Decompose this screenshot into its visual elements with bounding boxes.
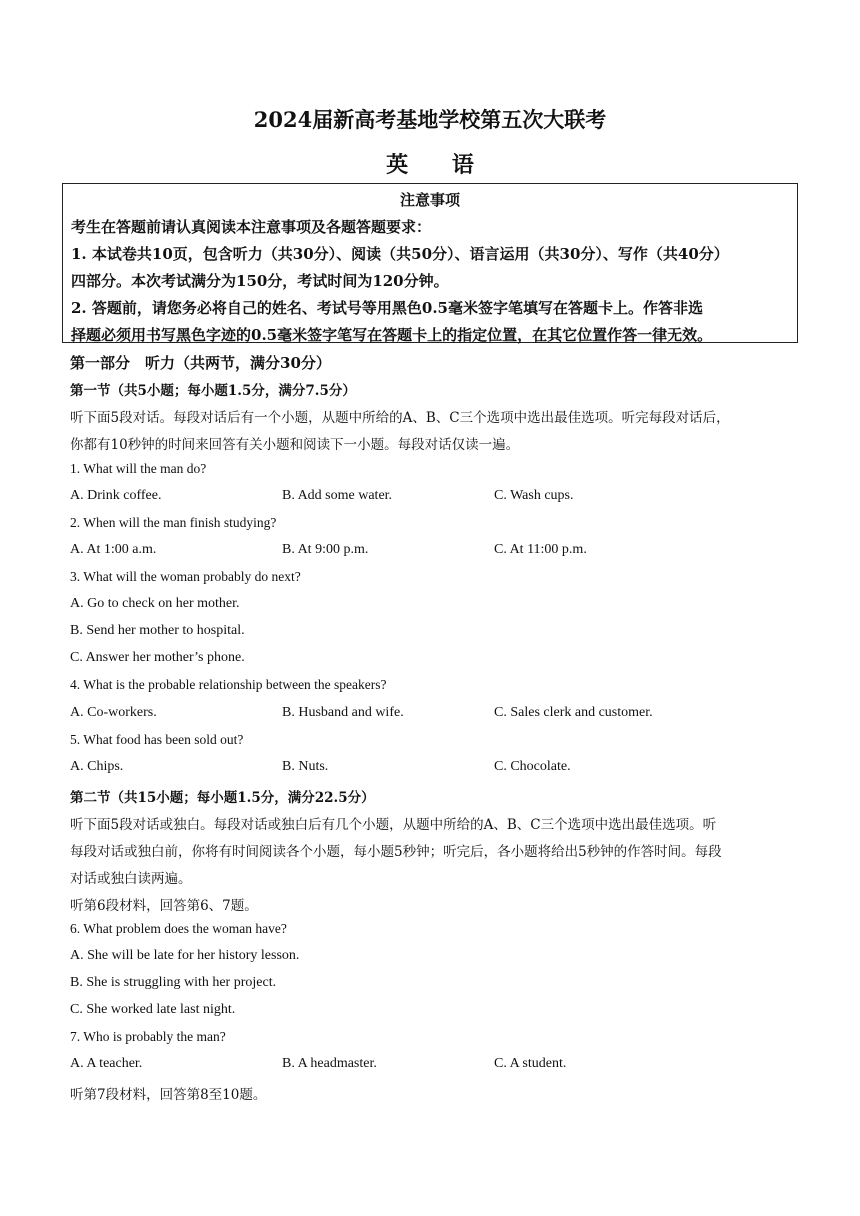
exam-title: 2024届新高考基地学校第五次大联考 (253, 107, 607, 132)
notice-item-2-line-1: 2. 答题前，请您务必将自己的姓名、考试号等用黑色0.5毫米签字笔填写在答题卡上。作答非选 (71, 299, 703, 317)
question-5-option-a: A. Chips. (70, 759, 124, 774)
section1-title: 第一节（共5小题；每小题1.5分，满分7.5分） (70, 383, 356, 399)
question-5: 5. What food has been sold out? (70, 732, 244, 747)
notice-heading: 注意事项 (399, 191, 460, 209)
question-2-option-a: A. At 1:00 a.m. (70, 542, 157, 557)
question-7: 7. Who is probably the man? (70, 1029, 226, 1044)
part1-title: 第一部分 听力（共两节，满分30分） (70, 354, 331, 372)
question-4-option-b: B. Husband and wife. (282, 705, 404, 720)
notice-item-2-line-2: 择题必须用书写黑色字迹的0.5毫米签字笔写在答题卡上的指定位置，在其它位置作答一律无效。 (71, 326, 713, 344)
question-1-option-b: B. Add some water. (282, 488, 393, 503)
question-7-option-b: B. A headmaster. (282, 1056, 377, 1071)
section2-instructions-line-3: 对话或独白读两遍。 (70, 871, 192, 887)
question-7-option-a: A. A teacher. (70, 1056, 143, 1071)
question-4-option-c: C. Sales clerk and customer. (494, 705, 653, 720)
question-2: 2. When will the man finish studying? (70, 515, 277, 530)
question-5-option-b: B. Nuts. (282, 759, 329, 774)
question-7-option-c: C. A student. (494, 1056, 567, 1071)
question-1-option-a: A. Drink coffee. (70, 488, 162, 503)
notice-item-1-line-2: 四部分。本次考试满分为150分，考试时间为120分钟。 (71, 272, 449, 290)
question-1: 1. What will the man do? (70, 461, 207, 476)
question-2-option-c: C. At 11:00 p.m. (494, 542, 587, 557)
question-3-option-c: C. Answer her mother’s phone. (70, 650, 245, 665)
material-6-heading: 听第6段材料，回答第6、7题。 (70, 898, 258, 914)
question-4: 4. What is the probable relationship between the speakers? (70, 677, 387, 692)
question-6-option-c: C. She worked late last night. (70, 1002, 236, 1017)
question-5-option-c: C. Chocolate. (494, 759, 571, 774)
notice-intro: 考生在答题前请认真阅读本注意事项及各题答题要求： (71, 218, 432, 236)
section1-instructions-line-1: 听下面5段对话。每段对话后有一个小题，从题中所给的A、B、C三个选项中选出最佳选项。听完每段对话后， (70, 410, 730, 426)
question-6-option-b: B. She is struggling with her project. (70, 975, 277, 990)
question-6: 6. What problem does the woman have? (70, 921, 287, 936)
question-2-option-b: B. At 9:00 p.m. (282, 542, 369, 557)
subject-title: 英 语 (386, 152, 492, 178)
notice-box (62, 183, 798, 343)
question-3-option-b: B. Send her mother to hospital. (70, 623, 245, 638)
section2-instructions-line-2: 每段对话或独白前，你将有时间阅读各个小题，每小题5秒钟；听完后，各小题将给出5秒钟的作答时间。每段 (70, 844, 722, 860)
question-6-option-a: A. She will be late for her history lesson. (70, 948, 300, 963)
question-3: 3. What will the woman probably do next? (70, 569, 301, 584)
section1-instructions-line-2: 你都有10秒钟的时间来回答有关小题和阅读下一小题。每段对话仅读一遍。 (70, 437, 520, 453)
section2-title: 第二节（共15小题；每小题1.5分，满分22.5分） (70, 790, 375, 806)
question-3-option-a: A. Go to check on her mother. (70, 596, 240, 611)
material-7-heading: 听第7段材料，回答第8至10题。 (70, 1087, 267, 1103)
question-4-option-a: A. Co-workers. (70, 705, 157, 720)
question-1-option-c: C. Wash cups. (494, 488, 574, 503)
notice-item-1-line-1: 1. 本试卷共10页，包含听力（共30分）、阅读（共50分）、语言运用（共30分）、写作（共40分） (71, 245, 729, 263)
section2-instructions-line-1: 听下面5段对话或独白。每段对话或独白后有几个小题，从题中所给的A、B、C三个选项中选出最佳选项。听 (70, 817, 717, 833)
